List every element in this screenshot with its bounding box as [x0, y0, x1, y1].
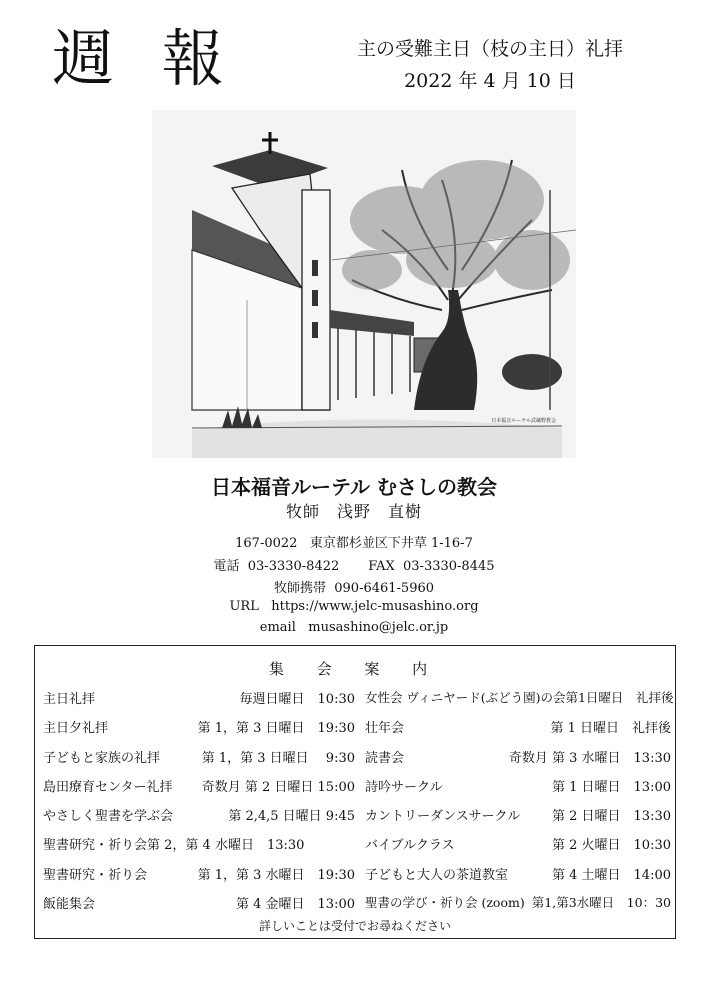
meeting-time: 第 1，第 3 日曜日 19:30 [197, 721, 355, 737]
list-item [43, 834, 355, 863]
meeting-name: 主日夕礼拝 [43, 721, 109, 737]
meeting-time: 第 1 日曜日 礼拝後 [550, 721, 671, 737]
url-label: URL [229, 599, 259, 614]
meeting-time: 第 2,4,5 日曜日 9:45 [228, 809, 355, 825]
pastor-name: 牧師 浅野 直樹 [285, 502, 422, 521]
meeting-name: 主日礼拝 [43, 692, 96, 707]
street-address: 東京都杉並区下井草 1-16-7 [309, 536, 473, 551]
list-item [43, 688, 355, 717]
meeting-time: 第 2 火曜日 10:30 [552, 838, 671, 854]
list-item [365, 747, 671, 776]
meeting-name: 島田療育センター礼拝 [43, 779, 173, 795]
meeting-name: 聖書の学び・祈り会 (zoom) [365, 895, 525, 911]
email-label: email [259, 620, 296, 635]
meeting-name: 詩吟サークル [365, 779, 443, 795]
meeting-name: 飯能集会 [43, 897, 96, 913]
mobile-number: 090-6461-5960 [334, 581, 435, 596]
list-item [365, 717, 671, 746]
meeting-time: 奇数月 第 3 水曜日 13:30 [508, 750, 671, 766]
meeting-time: 毎週日曜日 10:30 [239, 692, 355, 707]
email-line [0, 620, 708, 635]
meeting-time: 第 4 金曜日 13:00 [236, 897, 355, 913]
url-line [0, 599, 708, 614]
mobile-label: 牧師携帯 [273, 581, 326, 596]
meeting-time: 奇数月 第 2 日曜日 15:00 [201, 779, 355, 795]
meetings-left-column [43, 688, 355, 922]
list-item [365, 805, 671, 834]
fax-label: FAX [368, 559, 395, 574]
meeting-time: 第 2 日曜日 13:30 [552, 809, 671, 825]
list-item [43, 776, 355, 805]
service-name: 主の受難主日（枝の主日）礼拝 [356, 38, 623, 60]
list-item [365, 776, 671, 805]
meeting-time: 第 1，第 3 水曜日 19:30 [197, 867, 355, 883]
bulletin-title: 週 報 [52, 22, 238, 95]
meeting-time: 第 1，第 3 日曜日 9:30 [201, 750, 355, 766]
meeting-name: 壮年会 [365, 721, 405, 737]
meeting-time: 第1,第3水曜日 10：30 [531, 895, 671, 911]
address-line [0, 532, 708, 551]
list-item [43, 747, 355, 776]
list-item [43, 864, 355, 893]
list-item [43, 717, 355, 746]
fax-number: 03-3330-8445 [403, 559, 495, 574]
meeting-name: 子どもと家族の礼拝 [43, 750, 161, 766]
list-item [43, 805, 355, 834]
list-item [365, 864, 671, 893]
inquiry-note: 詳しいことは受付でお尋ねください [258, 919, 451, 933]
sketch-caption: 日本福音ルーテル武蔵野教会 [491, 418, 556, 424]
phone-label: 電話 [213, 559, 240, 574]
church-name: 日本福音ルーテル むさしの教会 [211, 475, 497, 499]
church-sketch-illustration [152, 110, 576, 458]
meeting-guide-box [34, 645, 676, 939]
meeting-name: 読書会 [365, 750, 405, 766]
mobile-line [0, 577, 708, 596]
meeting-name: 女性会 ヴィニヤード(ぶどう園)の会 [365, 690, 566, 705]
list-item [365, 834, 671, 863]
email-link[interactable]: musashino@jelc.or.jp [308, 620, 449, 635]
website-link[interactable]: https://www.jelc-musashino.org [271, 599, 479, 614]
meetings-right-column [365, 688, 674, 922]
list-item [365, 688, 674, 717]
meeting-name: 子どもと大人の茶道教室 [365, 867, 509, 883]
meeting-name: カントリーダンスサークル [365, 809, 521, 825]
phone-line [0, 555, 708, 574]
service-date: 2022 年 4 月 10 日 [404, 70, 576, 92]
phone-number: 03-3330-8422 [247, 559, 340, 574]
meeting-time: 第 4 土曜日 14:00 [552, 867, 671, 883]
meeting-name: 聖書研究・祈り会第 2，第 4 水曜日 13:30 [43, 838, 305, 854]
postal-code: 167-0022 [235, 536, 298, 551]
meeting-name: やさしく聖書を学ぶ会 [43, 809, 174, 825]
meeting-time: 第 1 日曜日 13:00 [552, 779, 671, 795]
meeting-guide-heading: 集 会 案 内 [268, 660, 442, 678]
meeting-time: 第1日曜日 礼拝後 [565, 690, 674, 705]
meeting-name: バイブルクラス [365, 838, 455, 854]
meeting-name: 聖書研究・祈り会 [43, 867, 148, 883]
